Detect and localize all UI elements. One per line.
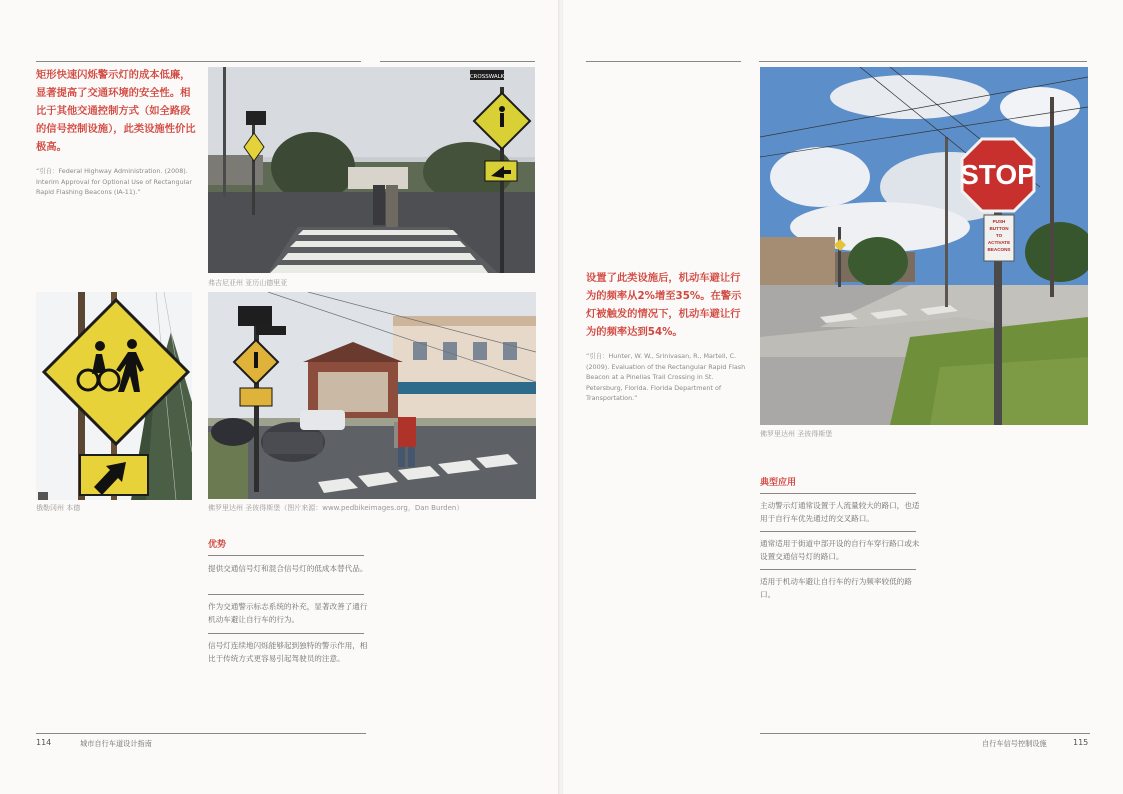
push-sign-text: ACTIVATE [987, 240, 1011, 245]
footer-title: 城市自行车道设计指南 [80, 739, 152, 748]
footer-rule [760, 733, 1090, 734]
advantage-item: 提供交通信号灯和混合信号灯的低成本替代品。 [208, 564, 368, 573]
citation: “引自：Federal Highway Administration. (2008). Interim Approval for Optional Use of Rectangular Rapid Flashing Beacons (IA-11).” [36, 167, 192, 196]
pull-quote: 矩形快速闪烁警示灯的成本低廉，显著提高了交通环境的安全性。相比于其他交通控制方式（如全路段的信号控制设施），此类设施性价比极高。 [36, 69, 196, 153]
stop-sign-text: STOP [960, 159, 1036, 190]
push-sign-text: PUSH [992, 219, 1006, 224]
photo-alexandria-crosswalk [208, 67, 535, 273]
top-rule [586, 61, 741, 62]
citation: “引自：Hunter, W. W., Srinivasan, R., Martell, C. (2009). Evaluation of the Rectangular Rapid Flash Beacon at a Pinellas Trail Crossing in St. Petersburg, Florida. Florida Department of Transportation.” [586, 352, 746, 402]
item-rule [760, 531, 916, 532]
photo-bend-sign [36, 292, 192, 500]
section-rule [760, 493, 916, 494]
top-rule [36, 61, 361, 62]
push-sign-text: TO [995, 233, 1003, 238]
pull-quote: 设置了此类设施后，机动车避让行为的频率从2%增至35%。在警示灯被触发的情况下，机动车避让行为的频率达到54%。 [586, 272, 742, 338]
push-sign-text: BUTTON [989, 226, 1009, 231]
photo-caption: 俄勒冈州 本德 [36, 504, 81, 512]
typical-heading: 典型应用 [760, 478, 797, 488]
item-rule [208, 594, 364, 595]
item-rule [760, 569, 916, 570]
typical-item: 主动警示灯通常设置于人流量较大的路口，也适用于自行车优先通过的交叉路口。 [760, 501, 920, 523]
advantage-item: 信号灯连续地闪烁能够起到独特的警示作用，相比于传统方式更容易引起驾驶员的注意。 [208, 641, 368, 663]
item-rule [208, 633, 364, 634]
photo-st-petersburg-street [208, 292, 536, 499]
advantage-item: 作为交通警示标志系统的补充，显著改善了通行机动车避让自行车的行为。 [208, 602, 368, 624]
footer-title: 自行车信号控制设施 [982, 739, 1047, 748]
footer-rule [36, 733, 366, 734]
top-rule [380, 61, 535, 62]
photo-caption: 佛罗里达州 圣彼得斯堡（图片来源：www.pedbikeimages.org，Dan Burden） [208, 504, 464, 512]
page-number: 114 [36, 738, 52, 747]
advantages-heading: 优势 [208, 540, 227, 550]
section-rule [208, 555, 364, 556]
page-number: 115 [1073, 738, 1089, 747]
photo-caption: 佛罗里达州 圣彼得斯堡 [760, 430, 833, 438]
typical-item: 适用于机动车避让自行车的行为频率较低的路口。 [760, 577, 912, 599]
photo-stop-sign [760, 67, 1088, 425]
top-rule [759, 61, 1087, 62]
sign-text: CROSSWALK [469, 74, 505, 80]
typical-item: 通常适用于街道中部开设的自行车穿行路口或未设置交通信号灯的路口。 [760, 539, 920, 561]
photo-caption: 弗吉尼亚州 亚历山德里亚 [208, 279, 288, 287]
push-sign-text: BEACONS [987, 247, 1011, 252]
